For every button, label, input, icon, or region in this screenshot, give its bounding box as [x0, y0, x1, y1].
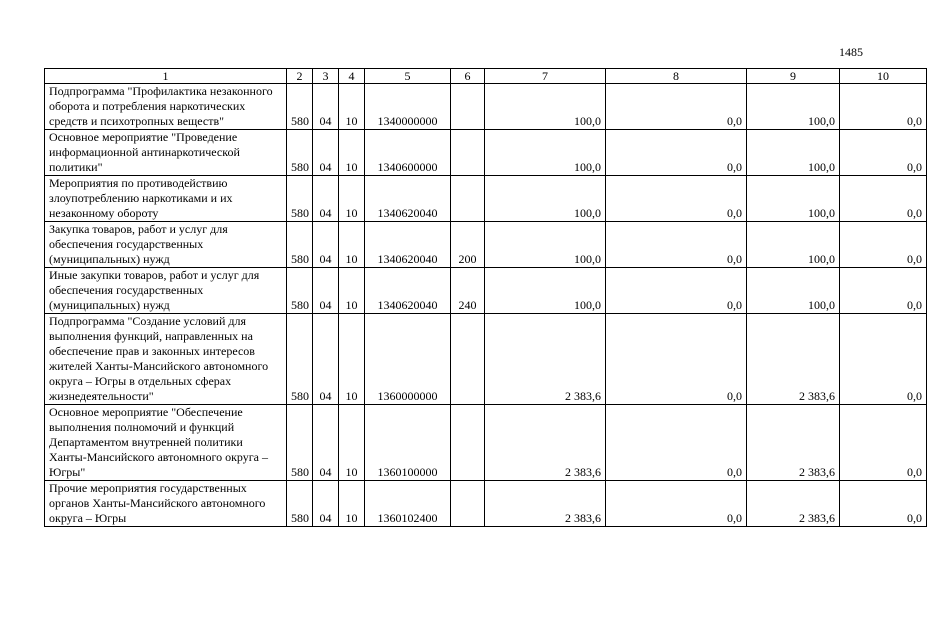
cell-col-8: 0,0: [606, 84, 747, 130]
cell-col-2: 580: [287, 268, 313, 314]
cell-col-4: 10: [339, 268, 365, 314]
table-row: [45, 176, 927, 222]
column-header: 10: [840, 69, 927, 84]
table-row: [45, 268, 927, 314]
cell-col-2: 580: [287, 481, 313, 527]
cell-col-10: 0,0: [840, 405, 927, 481]
cell-col-10: 0,0: [840, 268, 927, 314]
cell-col-8: 0,0: [606, 130, 747, 176]
cell-col-9: 100,0: [747, 222, 840, 268]
item-name: Закупка товаров, работ и услуг для обеспечения государственных (муниципальных) нужд: [45, 222, 287, 268]
cell-col-5: 1340620040: [365, 268, 451, 314]
cell-col-5: 1360100000: [365, 405, 451, 481]
cell-col-7: 2 383,6: [485, 405, 606, 481]
cell-col-5: 1360000000: [365, 314, 451, 405]
column-header: 9: [747, 69, 840, 84]
cell-col-7: 100,0: [485, 176, 606, 222]
cell-col-8: 0,0: [606, 314, 747, 405]
column-number-row: [45, 69, 927, 84]
page-number: 1485: [839, 45, 863, 59]
cell-col-2: 580: [287, 405, 313, 481]
cell-col-6: 240: [451, 268, 485, 314]
cell-col-10: 0,0: [840, 481, 927, 527]
cell-col-9: 100,0: [747, 176, 840, 222]
cell-col-4: 10: [339, 130, 365, 176]
cell-col-9: 2 383,6: [747, 405, 840, 481]
cell-col-8: 0,0: [606, 222, 747, 268]
cell-col-5: 1340620040: [365, 176, 451, 222]
cell-col-5: 1340600000: [365, 130, 451, 176]
cell-col-7: 100,0: [485, 84, 606, 130]
cell-col-7: 100,0: [485, 268, 606, 314]
table-row: [45, 405, 927, 481]
table-row: [45, 84, 927, 130]
cell-col-2: 580: [287, 314, 313, 405]
cell-col-3: 04: [313, 84, 339, 130]
cell-col-2: 580: [287, 176, 313, 222]
column-header: 6: [451, 69, 485, 84]
cell-col-6: [451, 84, 485, 130]
cell-col-10: 0,0: [840, 130, 927, 176]
cell-col-2: 580: [287, 84, 313, 130]
cell-col-3: 04: [313, 222, 339, 268]
cell-col-5: 1360102400: [365, 481, 451, 527]
cell-col-2: 580: [287, 222, 313, 268]
cell-col-4: 10: [339, 222, 365, 268]
cell-col-4: 10: [339, 481, 365, 527]
column-header: 2: [287, 69, 313, 84]
column-header: 5: [365, 69, 451, 84]
item-name: Иные закупки товаров, работ и услуг для обеспечения государственных (муниципальных) нужд: [45, 268, 287, 314]
cell-col-9: 2 383,6: [747, 314, 840, 405]
cell-col-6: 200: [451, 222, 485, 268]
cell-col-4: 10: [339, 405, 365, 481]
item-name: Прочие мероприятия государственных органов Ханты-Мансийского автономного округа – Югры: [45, 481, 287, 527]
table-row: [45, 481, 927, 527]
cell-col-7: 2 383,6: [485, 481, 606, 527]
cell-col-3: 04: [313, 268, 339, 314]
cell-col-9: 100,0: [747, 268, 840, 314]
column-header: 7: [485, 69, 606, 84]
cell-col-3: 04: [313, 176, 339, 222]
cell-col-6: [451, 130, 485, 176]
cell-col-9: 100,0: [747, 130, 840, 176]
cell-col-3: 04: [313, 314, 339, 405]
cell-col-3: 04: [313, 130, 339, 176]
cell-col-2: 580: [287, 130, 313, 176]
cell-col-7: 100,0: [485, 222, 606, 268]
cell-col-8: 0,0: [606, 481, 747, 527]
cell-col-6: [451, 481, 485, 527]
cell-col-10: 0,0: [840, 314, 927, 405]
cell-col-10: 0,0: [840, 84, 927, 130]
column-header: 3: [313, 69, 339, 84]
item-name: Мероприятия по противодействию злоупотреблению наркотиками и их незаконному обороту: [45, 176, 287, 222]
budget-table: [44, 68, 927, 527]
cell-col-4: 10: [339, 314, 365, 405]
cell-col-5: 1340620040: [365, 222, 451, 268]
column-header: 8: [606, 69, 747, 84]
item-name: Основное мероприятие "Проведение информационной антинаркотической политики": [45, 130, 287, 176]
cell-col-8: 0,0: [606, 268, 747, 314]
cell-col-4: 10: [339, 176, 365, 222]
cell-col-8: 0,0: [606, 176, 747, 222]
cell-col-6: [451, 314, 485, 405]
cell-col-9: 2 383,6: [747, 481, 840, 527]
table-row: [45, 222, 927, 268]
cell-col-10: 0,0: [840, 176, 927, 222]
item-name: Подпрограмма "Профилактика незаконного оборота и потребления наркотических средств и психотропных веществ": [45, 84, 287, 130]
cell-col-10: 0,0: [840, 222, 927, 268]
cell-col-9: 100,0: [747, 84, 840, 130]
table-row: [45, 314, 927, 405]
column-header: 1: [45, 69, 287, 84]
cell-col-5: 1340000000: [365, 84, 451, 130]
cell-col-8: 0,0: [606, 405, 747, 481]
item-name: Основное мероприятие "Обеспечение выполнения полномочий и функций Департаментом внутренней политики Ханты-Мансийского автономного округа – Югры": [45, 405, 287, 481]
cell-col-3: 04: [313, 481, 339, 527]
cell-col-6: [451, 176, 485, 222]
item-name: Подпрограмма "Создание условий для выполнения функций, направленных на обеспечение прав и законных интересов жителей Ханты-Мансийского автономного округа – Югры в отдельных сферах жизнедеятельности": [45, 314, 287, 405]
cell-col-6: [451, 405, 485, 481]
cell-col-7: 100,0: [485, 130, 606, 176]
cell-col-7: 2 383,6: [485, 314, 606, 405]
table-row: [45, 130, 927, 176]
column-header: 4: [339, 69, 365, 84]
cell-col-4: 10: [339, 84, 365, 130]
cell-col-3: 04: [313, 405, 339, 481]
